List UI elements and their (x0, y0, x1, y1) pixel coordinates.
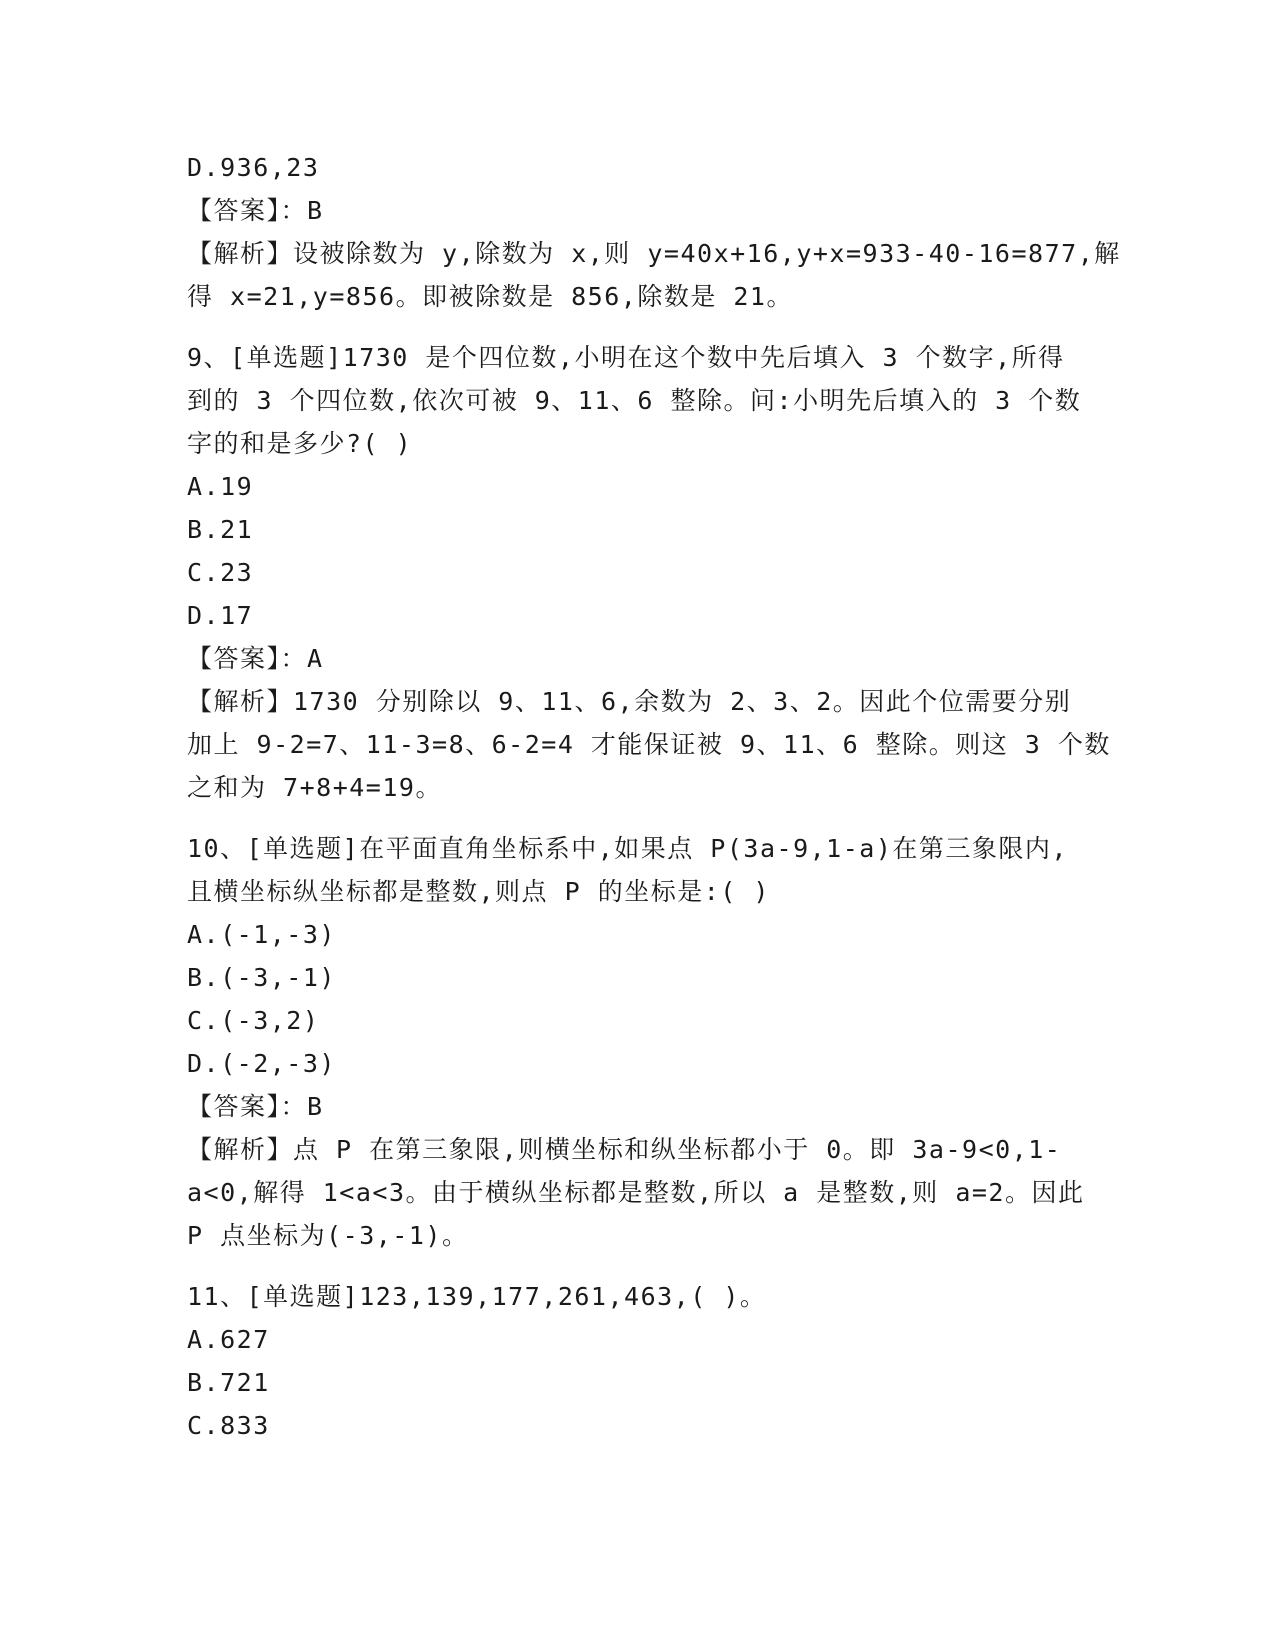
question-text-line: 9、[单选题]1730 是个四位数,小明在这个数中先后填入 3 个数字,所得 (187, 343, 1065, 372)
question-text-line: 且横坐标纵坐标都是整数,则点 P 的坐标是:( ) (187, 877, 770, 906)
analysis-line: 【解析】1730 分别除以 9、11、6,余数为 2、3、2。因此个位需要分别 (187, 687, 1072, 716)
answer: 【答案】：B (187, 1092, 324, 1121)
option-b: B.(-3,-1) (187, 963, 336, 992)
option-c: C.(-3,2) (187, 1006, 320, 1035)
answer: 【答案】：B (187, 196, 324, 225)
option-a: A.(-1,-3) (187, 920, 336, 949)
analysis-line: 【解析】点 P 在第三象限,则横坐标和纵坐标都小于 0。即 3a-9<0,1- (187, 1135, 1062, 1164)
option-a: A.627 (187, 1325, 270, 1354)
answer: 【答案】：A (187, 644, 324, 673)
question-text-line: 11、[单选题]123,139,177,261,463,( )。 (187, 1282, 767, 1311)
analysis-line: 【解析】设被除数为 y,除数为 x,则 y=40x+16,y+x=933-40-16=877,解 (187, 239, 1121, 268)
option-c: C.23 (187, 558, 254, 587)
question-8-tail (187, 146, 1121, 318)
option-c: C.833 (187, 1411, 270, 1440)
option-b: B.721 (187, 1368, 270, 1397)
document-page (187, 146, 1121, 1447)
option-b: B.21 (187, 515, 254, 544)
question-text-line: 到的 3 个四位数,依次可被 9、11、6 整除。问:小明先后填入的 3 个数 (187, 386, 1082, 415)
option-d: D.17 (187, 601, 254, 630)
question-text-line: 10、[单选题]在平面直角坐标系中,如果点 P(3a-9,1-a)在第三象限内, (187, 834, 1068, 863)
analysis-line: 加上 9-2=7、11-3=8、6-2=4 才能保证被 9、11、6 整除。则这 3 个数 (187, 730, 1111, 759)
analysis-line: P 点坐标为(-3,-1)。 (187, 1221, 469, 1250)
option-a: A.19 (187, 472, 254, 501)
option-d: D.(-2,-3) (187, 1049, 336, 1078)
question-text-line: 字的和是多少?( ) (187, 429, 413, 458)
analysis-line: 之和为 7+8+4=19。 (187, 773, 442, 802)
question-11 (187, 1275, 1087, 1447)
option-d: D.936,23 (187, 153, 320, 182)
analysis-line: a<0,解得 1<a<3。由于横纵坐标都是整数,所以 a 是整数,则 a=2。因此 (187, 1178, 1085, 1207)
analysis-line: 得 x=21,y=856。即被除数是 856,除数是 21。 (187, 282, 793, 311)
question-9 (187, 336, 1111, 809)
question-10 (187, 827, 1087, 1257)
